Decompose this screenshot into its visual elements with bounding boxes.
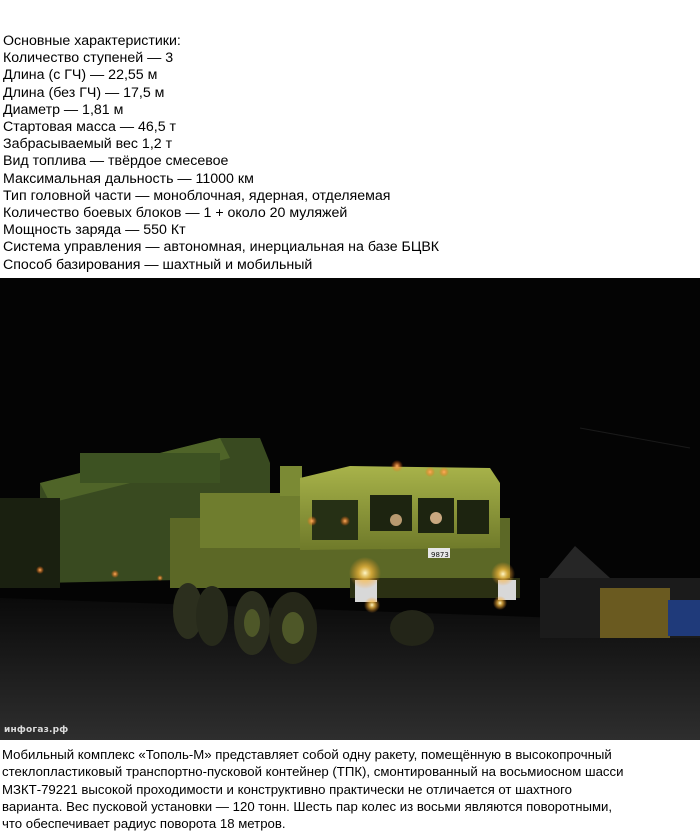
watermark: инфогаз.рф <box>4 725 69 735</box>
spec-line: Количество боевых блоков — 1 + около 20 муляжей <box>3 205 348 222</box>
spec-line: Длина (без ГЧ) — 17,5 м <box>3 84 165 101</box>
caption-text <box>2 746 698 832</box>
spec-line: Стартовая масса — 46,5 т <box>3 119 177 136</box>
spec-line: Тип головной части — моноблочная, ядерная, отделяемая <box>3 187 391 204</box>
spec-line: Максимальная дальность — 11000 км <box>3 170 254 187</box>
spec-line: Длина (с ГЧ) — 22,55 м <box>3 67 158 84</box>
spec-line: Забрасываемый вес 1,2 т <box>3 136 173 153</box>
caption-line: стеклопластиковый транспортно-пусковой контейнер (ТПК), смонтированный на восьмиосном шасси <box>2 764 624 780</box>
spec-line: Количество ступеней — 3 <box>3 50 174 67</box>
plate-number: 9873 <box>431 551 449 559</box>
spec-line: Мощность заряда — 550 Кт <box>3 222 186 239</box>
spec-line: Способ базирования — шахтный и мобильный <box>3 256 313 273</box>
specs-block <box>3 33 693 274</box>
caption-line: варианта. Вес пусковой установки — 120 тонн. Шесть пар колес из восьми являются поворотными, <box>2 798 613 814</box>
launcher-photo <box>0 278 700 740</box>
spec-line: Система управления — автономная, инерциальная на базе БЦВК <box>3 239 440 256</box>
specs-heading: Основные характеристики: <box>3 33 181 49</box>
night-scene-illustration <box>0 278 700 740</box>
caption-line: Мобильный комплекс «Тополь-М» представляет собой одну ракету, помещённую в высокопрочный <box>2 747 612 762</box>
spec-line: Вид топлива — твёрдое смесевое <box>3 153 229 170</box>
spec-line: Диаметр — 1,81 м <box>3 101 124 118</box>
caption-line: МЗКТ-79221 высокой проходимости и конструктивно практически не отличается от шахтного <box>2 781 573 797</box>
caption-line: что обеспечивает радиус поворота 18 метров. <box>2 816 286 832</box>
